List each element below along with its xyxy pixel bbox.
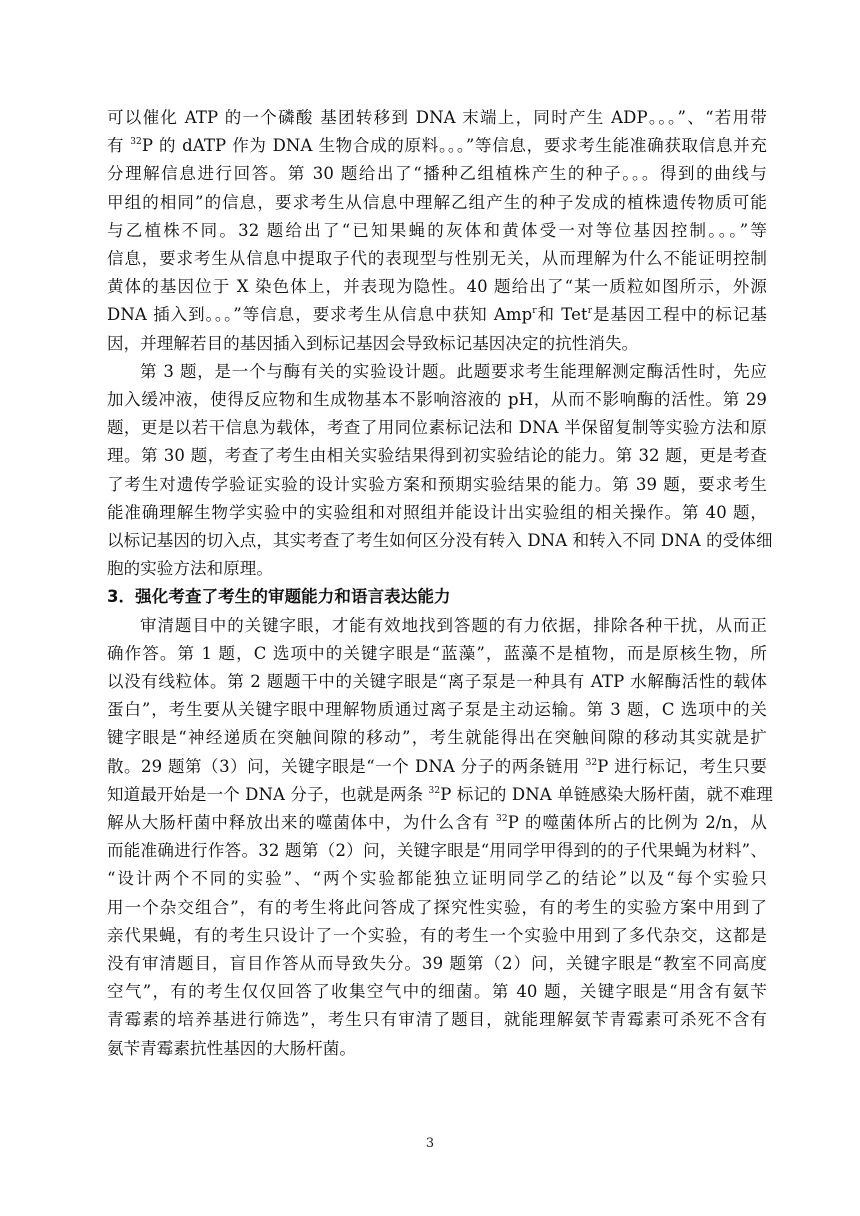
superscript: r [532,306,537,317]
text-line [107,414,767,442]
superscript: 32 [585,757,598,768]
text-line [107,527,773,555]
text-run: 能准确理解生物学实验中的实验组和对照组并能设计出实验组的相关操作。第 40 题， [107,502,767,522]
text-line [140,612,767,640]
text-run: 知道最开始是一个 DNA 分子，也就是两条 [107,784,429,804]
text-run: 键字眼是“神经递质在突触间隙的移动”，考生就能得出在突触间隙的移动其实就是扩 [107,728,767,748]
text-run: 题，更是以若干信息为载体，考查了用同位素标记法和 DNA 半保留复制等实验方法和原 [107,418,767,438]
text-run: 蛋白”，考生要从关键字眼中理解物质通过离子泵是主动运输。第 3 题，C 选项中的关 [107,700,767,720]
text-line [107,132,767,160]
text-line [107,753,767,781]
text-line [107,273,767,301]
text-run: 确作答。第 1 题，C 选项中的关键字眼是“蓝藻”，蓝藻不是植物，而是原核生物，所 [107,643,767,663]
text-line [107,245,767,273]
text-line [107,1006,767,1034]
text-line [107,217,767,245]
text-run: P 进行标记，考生只要 [597,756,767,776]
text-line [107,978,767,1006]
text-run: 加入缓冲液，使得反应物和生成物基本不影响溶液的 pH，从而不影响酶的活性。第 29 [107,390,767,409]
text-run: 是基因工程中的标记基 [592,305,768,325]
section-heading [107,583,767,611]
text-run: 了考生对遗传学验证实验的设计实验方案和预期实验结果的能力。第 39 题，要求考生 [107,474,767,494]
text-line [107,1035,767,1063]
text-line [107,894,767,922]
text-line [107,555,767,583]
text-run: DNA 插入到。。。”等信息，要求考生从信息中获知 Amp [107,305,533,325]
text-line [107,837,767,865]
text-run: 以没有线粒体。第 2 题题干中的关键字眼是“离子泵是一种具有 ATP 水解酶活性的载体 [107,672,767,691]
text-line [107,442,767,470]
text-run: 理。第 30 题，考查了考生由相关实验结果得到初实验结论的能力。第 32 题，更是考查 [107,446,767,466]
text-run: 与乙植株不同。32 题给出了“已知果蝇的灰体和黄体受一对等位基因控制。。。”等 [107,220,767,240]
text-run: 信息，要求考生从信息中提取子代的表现型与性别无关，从而理解为什么不能证明控制 [107,249,767,268]
text-run: 第 3 题，是一个与酶有关的实验设计题。此题要求考生能理解测定酶活性时，先应 [140,361,767,381]
text-line [107,781,773,809]
text-run: 有 [107,136,131,156]
text-run: P 标记的 DNA 单链感染大肠杆菌，就不难理 [440,784,773,804]
text-run: 甲组的相同”的信息，要求考生从信息中理解乙组产生的种子发成的植株遗传物质可能 [107,192,767,212]
text-line [107,330,767,358]
text-line [107,301,767,329]
text-run: 黄体的基因位于 X 染色体上，并表现为隐性。40 题给出了“某一质粒如图所示，外源 [107,277,767,297]
text-run: 没有审清题目，盲目作答从而导致失分。39 题第（2）问，关键字眼是“教室不同高度 [107,954,767,973]
text-line [107,640,767,668]
text-line [107,160,767,188]
text-run: 以标记基因的切入点，其实考查了考生如何区分没有转入 DNA 和转入不同 DNA 的受体细 [107,531,773,550]
text-run: 亲代果蝇，有的考生只设计了一个实验，有的考生一个实验中用到了多代杂交，这都是 [107,925,767,945]
text-run: 氨苄青霉素抗性基因的大肠杆菌。 [107,1038,356,1058]
text-line [107,696,767,724]
page-number: 3 [425,1136,435,1151]
text-run: 分理解信息进行回答。第 30 题给出了“播种乙组植株产生的种子。。。得到的曲线与 [107,164,767,184]
text-run: 胞的实验方法和原理。 [107,559,273,579]
text-run: 解从大肠杆菌中释放出来的噬菌体中，为什么含有 [107,813,497,832]
superscript: 32 [130,137,142,148]
text-run: P 的噬菌体所占的比例为 2/n，从 [507,813,768,832]
text-line [107,386,767,414]
text-line [140,358,767,386]
text-line [107,668,767,696]
text-line [107,499,767,527]
superscript: r [587,306,593,317]
text-run: P 的 dATP 作为 DNA 生物合成的原料。。。”等信息，要求考生能准确获取信息并充 [141,136,767,156]
text-line [107,950,767,978]
text-run: 可以催化 ATP 的一个磷酸 基团转移到 DNA 末端上，同时产生 ADP。。。”、“若用带 [107,108,767,127]
text-line [107,724,767,752]
superscript: 32 [428,785,441,796]
text-line [107,189,767,217]
text-run: 审清题目中的关键字眼，才能有效地找到答题的有力依据，排除各种干扰，从而正 [140,615,767,635]
text-run: 因，并理解若目的基因插入到标记基因会导致标记基因决定的抗性消失。 [107,333,639,353]
text-line [107,471,767,499]
text-run: 和 Tet [536,305,588,325]
text-line [107,809,767,837]
text-line [107,104,767,132]
text-run: 3．强化考查了考生的审题能力和语言表达能力 [107,587,451,607]
text-run: 空气”，有的考生仅仅回答了收集空气中的细菌。第 40 题，关键字眼是“用含有氨苄 [107,982,767,1002]
superscript: 32 [496,814,508,824]
text-line [107,865,767,893]
text-line [107,922,767,950]
text-run: 用一个杂交组合”，有的考生将此问答成了探究性实验，有的考生的实验方案中用到了 [107,897,767,917]
text-run: 散。29 题第（3）问，关键字眼是“一个 DNA 分子的两条链用 [107,756,586,776]
text-run: “设计两个不同的实验”、“两个实验都能独立证明同学乙的结论”以及“每个实验只 [107,869,767,889]
text-run: 而能准确进行作答。32 题第（2）问，关键字眼是“用同学甲得到的的子代果蝇为材料”、 [107,841,767,861]
text-run: 青霉素的培养基进行筛选”，考生只有审清了题目，就能理解氨苄青霉素可杀死不含有 [107,1010,767,1030]
